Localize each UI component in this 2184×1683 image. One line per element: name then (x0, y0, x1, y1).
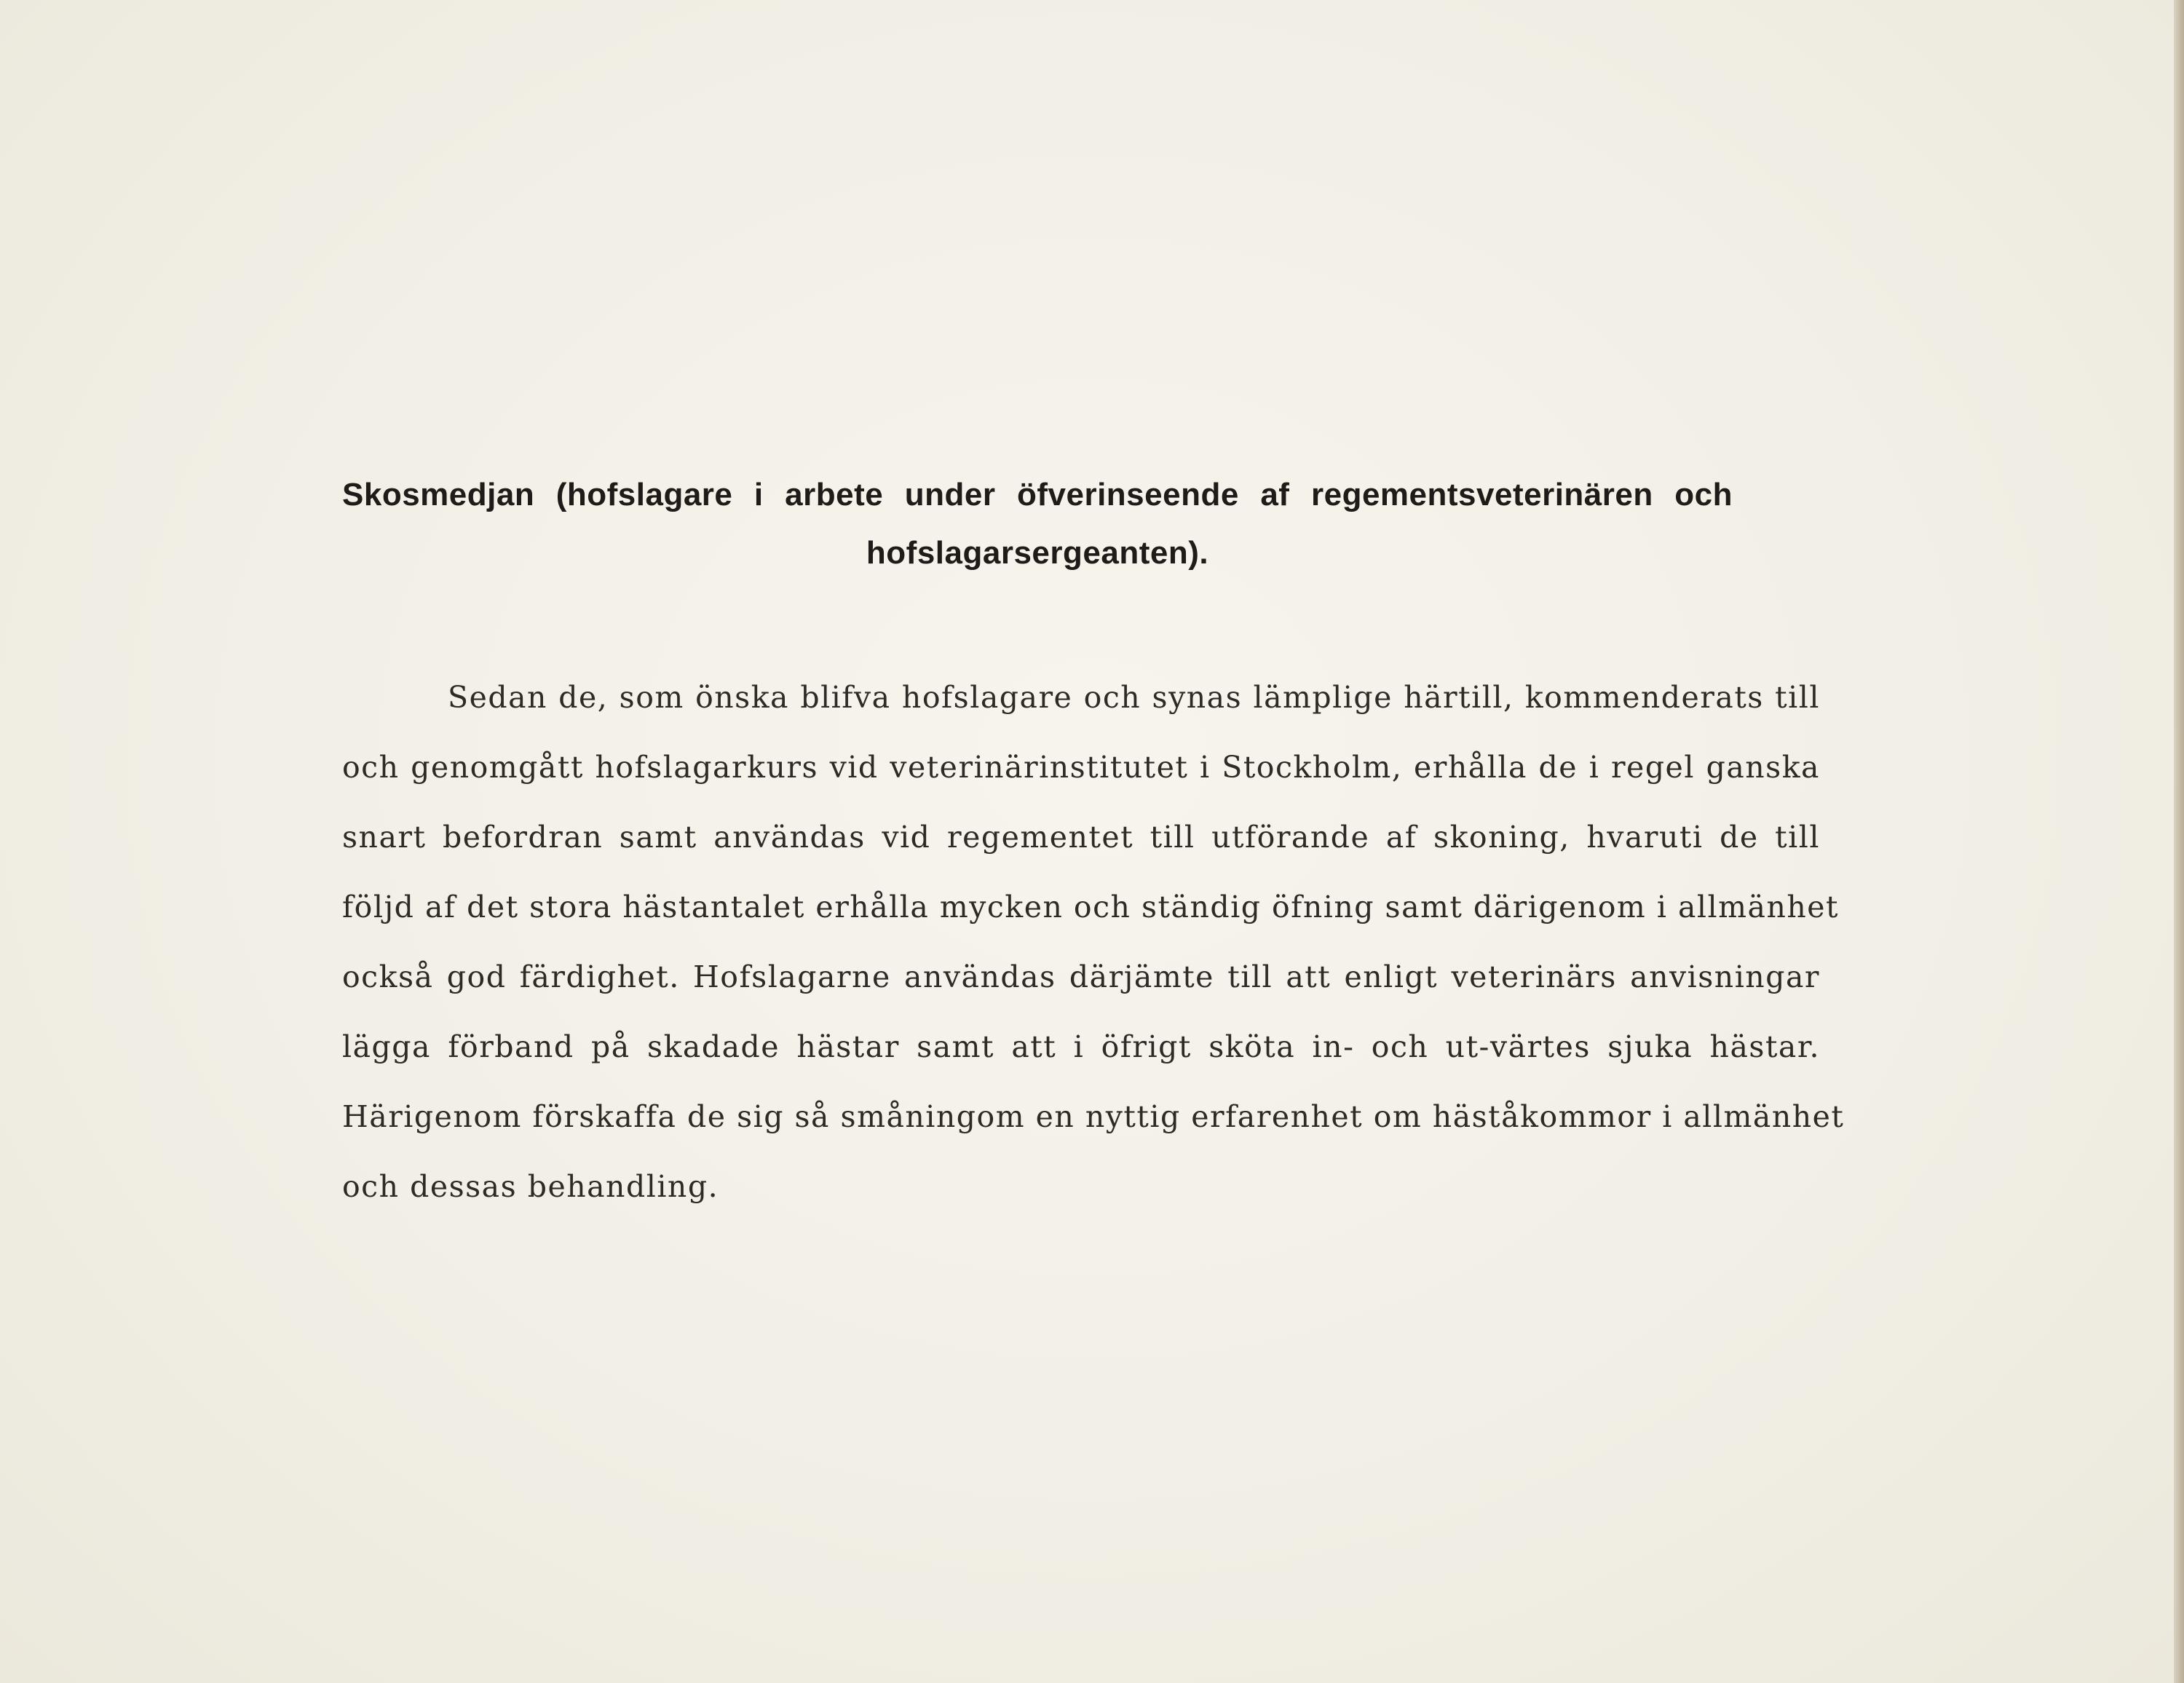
heading-line-2: hofslagarsergeanten). (866, 535, 1209, 571)
page-edge-shadow (2174, 0, 2184, 1683)
body-line-last: och dessas behandling. (342, 1169, 719, 1204)
body-line: också god färdighet. Hofslagarne användas därjämte till att enligt veterinärs anvisningar (342, 959, 1820, 994)
body-paragraph (342, 662, 1845, 1221)
body-line: Sedan de, som önska blifva hofslagare och synas lämplige härtill, kommenderats till (448, 680, 1820, 715)
body-line: och genomgått hofslagarkurs vid veterinärinstitutet i Stockholm, erhålla de i regel ganska (342, 750, 1820, 785)
page-heading (342, 466, 1733, 582)
body-line: snart befordran samt användas vid regementet till utförande af skoning, hvaruti de till (342, 820, 1820, 855)
body-line: lägga förband på skadade hästar samt att i öfrigt sköta in- och ut-värtes sjuka hästar. (342, 1029, 1820, 1064)
body-line: Härigenom förskaffa de sig så småningom en nyttig erfarenhet om häståkommor i allmänhet (342, 1099, 1845, 1134)
body-line: följd af det stora hästantalet erhålla mycken och ständig öfning samt därigenom i allmänhet (342, 890, 1840, 924)
heading-line-1: Skosmedjan (hofslagare i arbete under öfverinseende af regementsveterinären och (342, 477, 1733, 512)
